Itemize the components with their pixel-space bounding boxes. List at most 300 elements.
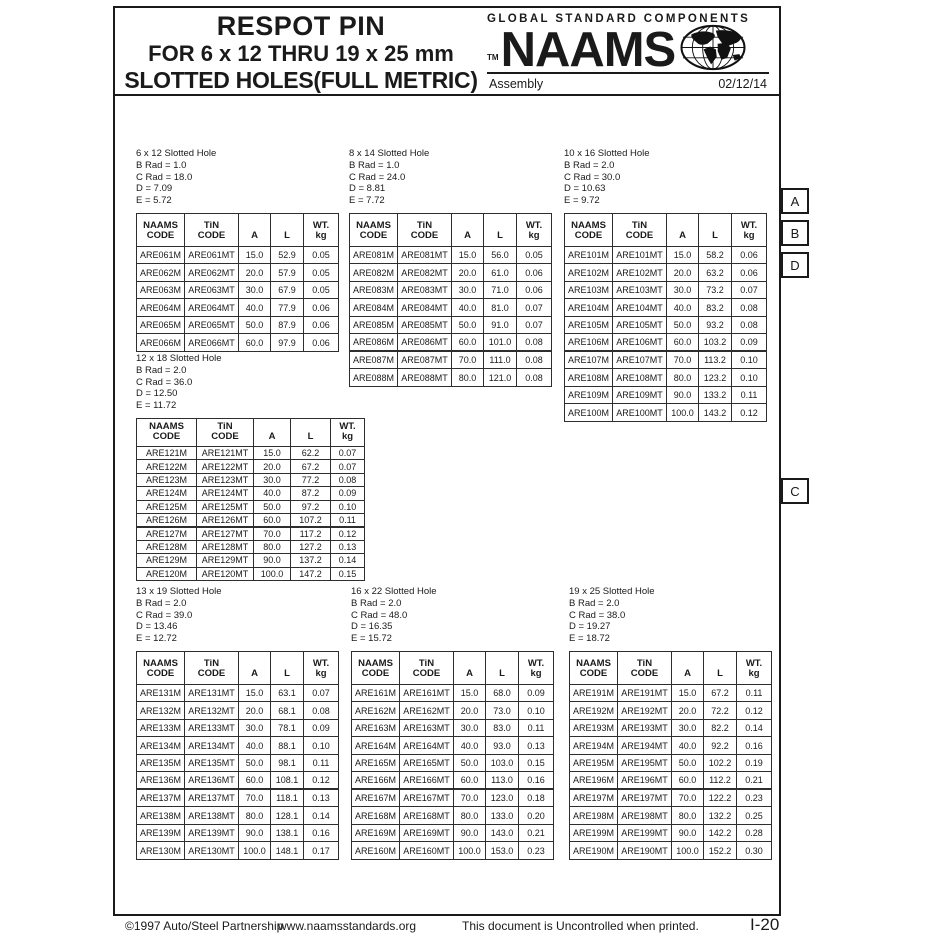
table-cell: ARE166M	[352, 772, 400, 790]
spec-line: D = 12.50	[136, 388, 178, 400]
column-header	[254, 418, 291, 446]
column-header-line: TiN	[203, 219, 220, 231]
table-cell: ARE134M	[137, 737, 185, 755]
column-header	[732, 213, 767, 246]
table-cell: ARE192M	[570, 702, 618, 720]
table-cell: ARE136MT	[185, 772, 239, 790]
table-group-12x18	[136, 353, 365, 581]
table-cell: ARE191MT	[618, 684, 672, 702]
table-cell: ARE193MT	[618, 719, 672, 737]
table-cell: ARE129MT	[197, 554, 254, 567]
table-cell: 117.2	[291, 527, 331, 540]
table-cell: 92.2	[704, 737, 737, 755]
table-cell: 50.0	[672, 754, 704, 772]
table-cell: 100.0	[454, 842, 486, 860]
column-header	[398, 213, 452, 246]
pin-size-table	[569, 651, 772, 860]
column-header-line: A	[464, 230, 471, 242]
column-header-line: L	[284, 668, 290, 680]
table-cell: ARE088M	[350, 369, 398, 387]
table-cell: 0.17	[304, 842, 339, 860]
table-cell: 0.14	[737, 719, 772, 737]
table-cell: ARE165M	[352, 754, 400, 772]
table-cell: 88.1	[271, 737, 304, 755]
table-cell: ARE103M	[565, 281, 613, 299]
table-group-16x22	[351, 586, 554, 860]
table-cell: 0.14	[331, 554, 365, 567]
table-cell: ARE164M	[352, 737, 400, 755]
table-cell: 63.2	[699, 264, 732, 282]
table-cell: 50.0	[667, 316, 699, 334]
table-cell: 0.16	[737, 737, 772, 755]
table-cell: ARE139MT	[185, 824, 239, 842]
table-row	[137, 754, 339, 772]
table-row	[570, 824, 772, 842]
column-header-line: kg	[743, 230, 755, 242]
table-cell: 77.2	[291, 473, 331, 486]
table-cell: 0.08	[331, 473, 365, 486]
column-header-line: A	[679, 230, 686, 242]
column-header	[570, 651, 618, 684]
table-cell: 0.11	[519, 719, 554, 737]
table-cell: 100.0	[672, 842, 704, 860]
table-cell: 0.05	[304, 281, 339, 299]
table-row	[352, 684, 554, 702]
table-cell: 100.0	[667, 404, 699, 422]
table-cell: ARE086MT	[398, 334, 452, 352]
table-cell: 90.0	[254, 554, 291, 567]
column-header-line: kg	[315, 230, 327, 242]
brand-block	[487, 8, 779, 94]
column-header	[352, 651, 400, 684]
table-cell: ARE197MT	[618, 789, 672, 807]
table-cell: 68.1	[271, 702, 304, 720]
column-header-line: WT.	[312, 219, 330, 231]
table-cell: ARE125MT	[197, 500, 254, 513]
table-cell: 57.9	[271, 264, 304, 282]
table-cell: ARE106M	[565, 334, 613, 352]
table-cell: 0.10	[304, 737, 339, 755]
table-cell: ARE137MT	[185, 789, 239, 807]
table-cell: 15.0	[672, 684, 704, 702]
table-row	[350, 351, 552, 369]
table-row	[570, 684, 772, 702]
table-cell: ARE163MT	[400, 719, 454, 737]
table-cell: ARE139M	[137, 824, 185, 842]
column-header-line: kg	[341, 431, 354, 443]
table-row	[137, 807, 339, 825]
table-cell: 0.16	[304, 824, 339, 842]
column-header	[737, 651, 772, 684]
table-cell: ARE127MT	[197, 527, 254, 540]
spec-line: C Rad = 18.0	[136, 171, 193, 183]
hole-spec	[136, 353, 365, 412]
part-title-line2: FOR 6 x 12 THRU 19 x 25 mm	[148, 41, 454, 66]
table-cell: 87.2	[291, 487, 331, 500]
table-cell: 0.15	[519, 754, 554, 772]
spec-line: B Rad = 2.0	[351, 597, 402, 609]
table-cell: 100.0	[239, 842, 271, 860]
table-cell: ARE063M	[137, 281, 185, 299]
table-row	[352, 789, 554, 807]
column-header-line: NAAMS	[576, 657, 611, 669]
spec-line: 19 x 25 Slotted Hole	[569, 586, 655, 597]
table-cell: 122.2	[704, 789, 737, 807]
table-row	[137, 684, 339, 702]
table-cell: ARE165MT	[400, 754, 454, 772]
column-header	[304, 213, 339, 246]
table-cell: 60.0	[667, 334, 699, 352]
table-cell: ARE062M	[137, 264, 185, 282]
footer-page-number: I-20	[750, 915, 780, 934]
table-cell: ARE138M	[137, 807, 185, 825]
spec-line: D = 7.09	[136, 183, 173, 195]
column-header	[486, 651, 519, 684]
table-cell: 30.0	[239, 719, 271, 737]
table-row	[565, 299, 767, 317]
column-header-line: NAAMS	[143, 219, 178, 231]
brand-tagline: GLOBAL STANDARD COMPONENTS	[487, 13, 751, 25]
table-cell: 0.11	[304, 754, 339, 772]
header-row	[137, 651, 339, 684]
table-cell: 137.2	[291, 554, 331, 567]
table-cell: 15.0	[254, 446, 291, 459]
table-cell: 82.2	[704, 719, 737, 737]
table-row	[352, 772, 554, 790]
table-row	[137, 513, 365, 526]
column-header-line: CODE	[152, 431, 181, 443]
table-cell: ARE081MT	[398, 246, 452, 264]
column-header	[613, 213, 667, 246]
table-cell: 80.0	[254, 540, 291, 553]
table-cell: 52.9	[271, 246, 304, 264]
column-header-line: WT.	[527, 657, 545, 669]
table-cell: 0.05	[304, 264, 339, 282]
table-cell: 0.13	[304, 789, 339, 807]
table-cell: 80.0	[454, 807, 486, 825]
table-cell: ARE128M	[137, 540, 197, 553]
table-cell: ARE109M	[565, 386, 613, 404]
table-row	[565, 316, 767, 334]
column-header	[517, 213, 552, 246]
column-header	[519, 651, 554, 684]
hole-spec	[351, 586, 554, 645]
column-header-line: A	[268, 431, 276, 443]
column-header-line: WT.	[312, 657, 330, 669]
table-row	[565, 281, 767, 299]
table-row	[570, 737, 772, 755]
table-cell: 72.2	[704, 702, 737, 720]
table-cell: 0.12	[304, 772, 339, 790]
table-cell: 0.12	[737, 702, 772, 720]
spec-line: E = 5.72	[136, 195, 172, 207]
hole-spec	[564, 148, 767, 207]
table-row	[137, 702, 339, 720]
table-cell: ARE101MT	[613, 246, 667, 264]
column-header	[137, 213, 185, 246]
spec-line: 8 x 14 Slotted Hole	[349, 148, 430, 159]
table-cell: 0.16	[519, 772, 554, 790]
table-cell: ARE168MT	[400, 807, 454, 825]
spec-line: B Rad = 2.0	[136, 364, 187, 376]
table-cell: 15.0	[452, 246, 484, 264]
table-cell: 0.08	[517, 334, 552, 352]
table-row	[565, 351, 767, 369]
table-cell: 0.12	[732, 404, 767, 422]
column-header	[137, 418, 197, 446]
table-cell: 133.0	[486, 807, 519, 825]
table-cell: 102.2	[704, 754, 737, 772]
table-row	[137, 473, 365, 486]
table-cell: 40.0	[452, 299, 484, 317]
table-cell: 30.0	[254, 473, 291, 486]
table-cell: 68.0	[486, 684, 519, 702]
table-row	[137, 316, 339, 334]
table-cell: ARE065MT	[185, 316, 239, 334]
table-cell: 0.23	[737, 789, 772, 807]
table-cell: 0.10	[732, 351, 767, 369]
table-cell: 40.0	[239, 299, 271, 317]
table-cell: 70.0	[452, 351, 484, 369]
table-row	[352, 702, 554, 720]
table-cell: ARE162MT	[400, 702, 454, 720]
spec-line: 12 x 18 Slotted Hole	[136, 353, 222, 364]
table-cell: ARE161M	[352, 684, 400, 702]
table-cell: 67.2	[291, 460, 331, 473]
table-cell: 0.08	[517, 351, 552, 369]
hole-spec	[569, 586, 772, 645]
table-cell: ARE131MT	[185, 684, 239, 702]
footer-website: www.naamsstandards.org	[278, 919, 417, 933]
column-header	[454, 651, 486, 684]
table-cell: ARE065M	[137, 316, 185, 334]
table-cell: ARE138MT	[185, 807, 239, 825]
column-header-line: CODE	[211, 431, 239, 443]
table-cell: ARE191M	[570, 684, 618, 702]
part-title	[115, 8, 487, 94]
part-title-line3: SLOTTED HOLES(FULL METRIC)	[124, 67, 478, 93]
column-header-line: CODE	[630, 668, 659, 680]
table-cell: ARE196M	[570, 772, 618, 790]
column-header-line: CODE	[197, 230, 226, 242]
table-cell: 62.2	[291, 446, 331, 459]
column-header-line: CODE	[361, 668, 390, 680]
column-header-line: CODE	[579, 668, 608, 680]
column-header-line: NAAMS	[143, 657, 178, 669]
table-cell: ARE066MT	[185, 334, 239, 352]
table-cell: ARE087MT	[398, 351, 452, 369]
table-cell: 63.1	[271, 684, 304, 702]
column-header-line: kg	[748, 668, 760, 680]
column-header-line: L	[717, 668, 723, 680]
table-row	[570, 842, 772, 860]
spec-line: C Rad = 24.0	[349, 171, 406, 183]
callout-label-a: A	[790, 193, 800, 209]
table-row	[570, 754, 772, 772]
table-cell: ARE086M	[350, 334, 398, 352]
table-cell: 15.0	[667, 246, 699, 264]
table-cell: ARE100M	[565, 404, 613, 422]
table-cell: 87.9	[271, 316, 304, 334]
table-cell: 78.1	[271, 719, 304, 737]
table-cell: ARE108M	[565, 369, 613, 387]
table-row	[350, 316, 552, 334]
table-cell: ARE124M	[137, 487, 197, 500]
spec-line: E = 15.72	[351, 633, 392, 645]
table-group-10x16	[564, 148, 767, 422]
table-cell: ARE125M	[137, 500, 197, 513]
table-cell: ARE122MT	[197, 460, 254, 473]
table-row	[137, 281, 339, 299]
table-cell: ARE100MT	[613, 404, 667, 422]
column-header	[484, 213, 517, 246]
table-cell: 0.15	[331, 567, 365, 580]
table-cell: 0.07	[732, 281, 767, 299]
table-cell: 20.0	[452, 264, 484, 282]
table-cell: 111.0	[484, 351, 517, 369]
table-cell: 73.2	[699, 281, 732, 299]
table-cell: 0.23	[519, 842, 554, 860]
hole-spec	[136, 148, 339, 207]
table-cell: ARE129M	[137, 554, 197, 567]
column-header-line: A	[251, 230, 258, 242]
table-cell: 0.06	[304, 334, 339, 352]
footer-note: This document is Uncontrolled when printed.	[462, 919, 699, 933]
hole-spec	[349, 148, 552, 207]
table-row	[137, 842, 339, 860]
table-cell: 0.09	[519, 684, 554, 702]
column-header	[618, 651, 672, 684]
table-cell: ARE196MT	[618, 772, 672, 790]
table-row	[137, 487, 365, 500]
spec-line: B Rad = 2.0	[136, 597, 187, 609]
table-row	[137, 719, 339, 737]
table-cell: ARE126M	[137, 513, 197, 526]
table-cell: 70.0	[254, 527, 291, 540]
table-cell: ARE193M	[570, 719, 618, 737]
table-cell: 0.09	[732, 334, 767, 352]
table-cell: 40.0	[254, 487, 291, 500]
callout-box-b	[781, 220, 809, 246]
table-cell: ARE195MT	[618, 754, 672, 772]
spec-line: C Rad = 36.0	[136, 376, 193, 388]
table-cell: ARE064M	[137, 299, 185, 317]
table-cell: 83.0	[486, 719, 519, 737]
column-header-line: CODE	[410, 230, 439, 242]
table-cell: 103.0	[486, 754, 519, 772]
table-cell: 0.05	[304, 246, 339, 264]
spec-line: E = 18.72	[569, 633, 610, 645]
spec-line: C Rad = 48.0	[351, 609, 408, 621]
spec-line: C Rad = 39.0	[136, 609, 193, 621]
table-cell: 153.0	[486, 842, 519, 860]
header-row	[565, 213, 767, 246]
table-row	[565, 334, 767, 352]
table-cell: 0.10	[519, 702, 554, 720]
table-cell: ARE082MT	[398, 264, 452, 282]
table-cell: 40.0	[454, 737, 486, 755]
table-cell: 132.2	[704, 807, 737, 825]
spec-line: 10 x 16 Slotted Hole	[564, 148, 650, 159]
table-cell: 30.0	[672, 719, 704, 737]
column-header	[291, 418, 331, 446]
column-header-line: A	[251, 668, 258, 680]
table-cell: ARE061MT	[185, 246, 239, 264]
table-cell: 0.25	[737, 807, 772, 825]
column-header-line: L	[284, 230, 290, 242]
column-header-line: CODE	[625, 230, 654, 242]
table-cell: 0.28	[737, 824, 772, 842]
table-cell: 0.21	[519, 824, 554, 842]
table-cell: ARE130M	[137, 842, 185, 860]
table-cell: ARE160M	[352, 842, 400, 860]
table-cell: 0.06	[304, 316, 339, 334]
table-row	[570, 772, 772, 790]
table-cell: 93.2	[699, 316, 732, 334]
column-header-line: CODE	[359, 230, 388, 242]
column-header	[704, 651, 737, 684]
table-cell: 20.0	[239, 264, 271, 282]
column-header-line: WT.	[745, 657, 763, 669]
table-cell: 56.0	[484, 246, 517, 264]
column-header	[185, 213, 239, 246]
spec-line: E = 7.72	[349, 195, 385, 207]
table-cell: 0.13	[331, 540, 365, 553]
table-cell: ARE103MT	[613, 281, 667, 299]
table-cell: 0.13	[519, 737, 554, 755]
column-header-line: TiN	[636, 657, 653, 669]
table-row	[137, 500, 365, 513]
callout-label-d: D	[790, 257, 800, 273]
column-header-line: kg	[315, 668, 327, 680]
title-block	[115, 8, 779, 96]
table-cell: ARE194M	[570, 737, 618, 755]
table-cell: 80.0	[239, 807, 271, 825]
column-header-line: WT.	[525, 219, 543, 231]
header-row	[352, 651, 554, 684]
table-cell: 128.1	[271, 807, 304, 825]
table-cell: ARE085M	[350, 316, 398, 334]
table-cell: 91.0	[484, 316, 517, 334]
spec-line: D = 13.46	[136, 621, 178, 633]
table-cell: 15.0	[239, 684, 271, 702]
table-row	[570, 789, 772, 807]
column-header-line: CODE	[146, 668, 175, 680]
callout-label-b: B	[790, 225, 800, 241]
column-header-line: L	[307, 431, 314, 443]
table-row	[137, 789, 339, 807]
table-cell: 0.10	[331, 500, 365, 513]
table-cell: 123.0	[486, 789, 519, 807]
table-cell: 0.07	[517, 316, 552, 334]
column-header-line: NAAMS	[571, 219, 606, 231]
pin-size-table	[136, 651, 339, 860]
table-cell: 50.0	[254, 500, 291, 513]
table-row	[137, 567, 365, 580]
column-header-line: L	[499, 668, 505, 680]
table-cell: ARE104M	[565, 299, 613, 317]
table-cell: 0.06	[304, 299, 339, 317]
spec-line: B Rad = 1.0	[136, 159, 187, 171]
table-cell: 0.05	[517, 246, 552, 264]
table-cell: 143.2	[699, 404, 732, 422]
table-cell: ARE107M	[565, 351, 613, 369]
column-header	[565, 213, 613, 246]
table-cell: 121.0	[484, 369, 517, 387]
header-row	[137, 418, 365, 446]
table-cell: 60.0	[239, 334, 271, 352]
table-cell: ARE122M	[137, 460, 197, 473]
